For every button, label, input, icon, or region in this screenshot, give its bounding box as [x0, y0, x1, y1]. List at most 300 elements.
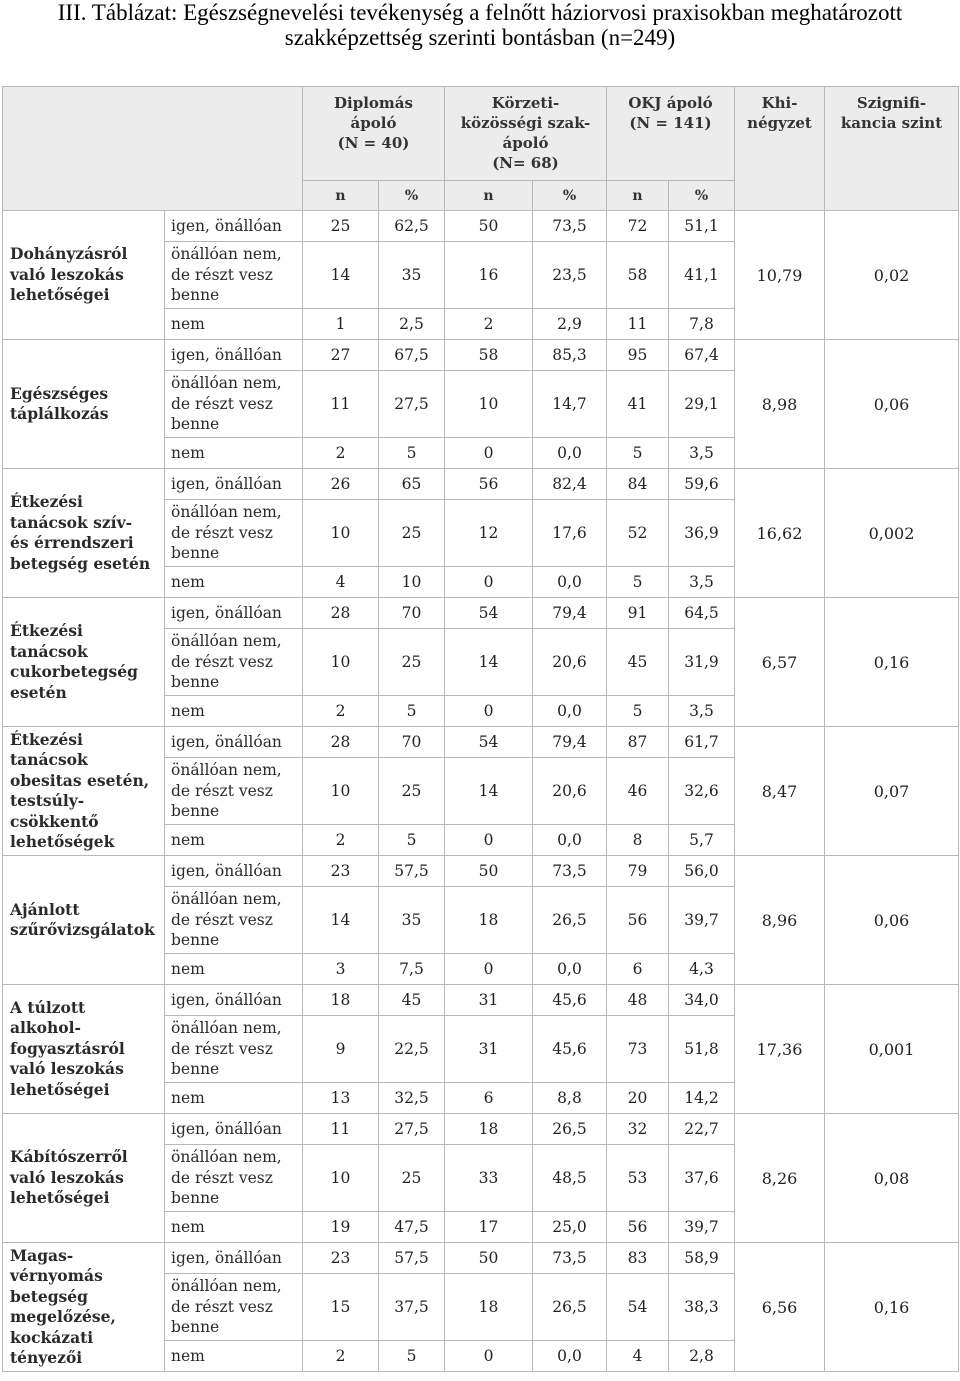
- percent-value-cell: 47,5: [379, 1212, 445, 1243]
- n-value-cell: 2: [303, 438, 379, 469]
- topic-line: Kábítószerről: [10, 1147, 128, 1167]
- n-value-cell: 16: [445, 242, 533, 309]
- significance-value: 0,02: [825, 211, 959, 340]
- topic-line: való leszokás: [10, 264, 124, 284]
- topic-line: lehetőségei: [10, 1188, 110, 1208]
- n-value-cell: 5: [607, 696, 669, 727]
- response-label-line: igen, önállóan: [171, 990, 282, 1009]
- n-value-cell: 10: [303, 758, 379, 825]
- table-row: [3, 1114, 959, 1145]
- topic-cell: [3, 340, 165, 469]
- topic-cell: [3, 469, 165, 598]
- response-label-line: önállóan nem,: [171, 245, 282, 264]
- group-header-line: (N= 68): [492, 154, 559, 172]
- response-label-line: benne: [171, 286, 220, 305]
- n-value-cell: 73: [607, 1016, 669, 1083]
- response-label-line: igen, önállóan: [171, 603, 282, 622]
- n-value-cell: 14: [445, 758, 533, 825]
- response-label-line: igen, önállóan: [171, 345, 282, 364]
- response-label: [165, 629, 303, 696]
- khi-square-value: 6,56: [735, 1243, 825, 1372]
- response-label-line: önállóan nem,: [171, 1148, 282, 1167]
- topic-line: Étkezési: [10, 729, 83, 749]
- table-header: [3, 87, 959, 211]
- percent-value-cell: 22,5: [379, 1016, 445, 1083]
- percent-value-cell: 4,3: [669, 954, 735, 985]
- topic-line: testsúly-: [10, 791, 85, 810]
- khi-square-value: 8,26: [735, 1114, 825, 1243]
- response-label-line: nem: [171, 830, 205, 849]
- response-label: [165, 1243, 303, 1274]
- n-value-cell: 14: [303, 242, 379, 309]
- n-value-cell: 56: [607, 1212, 669, 1243]
- topic-line: tényezői: [10, 1348, 83, 1367]
- topic-line: Dohányzásról: [10, 244, 128, 264]
- percent-value-cell: 62,5: [379, 211, 445, 242]
- percent-value-cell: 17,6: [533, 500, 607, 567]
- topic-line: vérnyomás: [10, 1266, 103, 1285]
- percent-value-cell: 38,3: [669, 1274, 735, 1341]
- n-value-cell: 17: [445, 1212, 533, 1243]
- topic-line: Étkezési: [10, 621, 83, 640]
- percent-value-cell: 2,8: [669, 1341, 735, 1372]
- khi-square-value: 8,47: [735, 727, 825, 856]
- percent-value-cell: 5: [379, 825, 445, 856]
- response-label: [165, 1212, 303, 1243]
- significance-value: 0,06: [825, 856, 959, 985]
- khi-square-value: 8,98: [735, 340, 825, 469]
- percent-value-cell: 67,5: [379, 340, 445, 371]
- percent-value-cell: 70: [379, 727, 445, 758]
- significance-value: 0,001: [825, 985, 959, 1114]
- percent-value-cell: 25: [379, 758, 445, 825]
- percent-value-cell: 45: [379, 985, 445, 1016]
- percent-value-cell: 26,5: [533, 887, 607, 954]
- response-label: [165, 438, 303, 469]
- percent-value-cell: 35: [379, 242, 445, 309]
- n-value-cell: 5: [607, 438, 669, 469]
- topic-line: Egészséges: [10, 383, 109, 403]
- n-value-cell: 6: [445, 1083, 533, 1114]
- caption-line-2: szakképzettség szerinti bontásban (n=249): [284, 25, 676, 50]
- khi-square-value: 16,62: [735, 469, 825, 598]
- percent-value-cell: 41,1: [669, 242, 735, 309]
- response-label: [165, 887, 303, 954]
- n-value-cell: 11: [303, 1114, 379, 1145]
- response-label-line: nem: [171, 314, 205, 333]
- percent-value-cell: 0,0: [533, 1341, 607, 1372]
- table-row: [3, 1243, 959, 1274]
- topic-line: Ajánlott: [10, 899, 80, 919]
- percent-value-cell: 79,4: [533, 727, 607, 758]
- khi-square-value: 17,36: [735, 985, 825, 1114]
- szig-header-line: kancia szint: [840, 114, 943, 132]
- percent-value-cell: 14,2: [669, 1083, 735, 1114]
- percent-value-cell: 35: [379, 887, 445, 954]
- percent-value-cell: 3,5: [669, 696, 735, 727]
- response-label: [165, 954, 303, 985]
- n-column-header: n: [607, 181, 669, 211]
- topic-line: lehetőségek: [10, 832, 115, 851]
- percent-value-cell: 29,1: [669, 371, 735, 438]
- n-value-cell: 9: [303, 1016, 379, 1083]
- n-value-cell: 0: [445, 825, 533, 856]
- khi-header: [735, 87, 825, 211]
- khi-square-value: 10,79: [735, 211, 825, 340]
- percent-value-cell: 0,0: [533, 954, 607, 985]
- percent-value-cell: 14,7: [533, 371, 607, 438]
- percent-value-cell: 8,8: [533, 1083, 607, 1114]
- percent-value-cell: 45,6: [533, 985, 607, 1016]
- response-label-line: benne: [171, 1060, 220, 1079]
- n-value-cell: 33: [445, 1145, 533, 1212]
- n-value-cell: 2: [445, 309, 533, 340]
- topic-cell: [3, 985, 165, 1114]
- significance-value: 0,002: [825, 469, 959, 598]
- header-row: [3, 87, 959, 181]
- topic-line: kockázati: [10, 1327, 94, 1347]
- percent-value-cell: 2,9: [533, 309, 607, 340]
- response-label-line: de részt vesz: [171, 910, 273, 929]
- group-header-line: OKJ ápoló: [628, 94, 713, 112]
- n-value-cell: 23: [303, 1243, 379, 1274]
- topic-line: fogyasztásról: [10, 1038, 125, 1058]
- percent-value-cell: 51,8: [669, 1016, 735, 1083]
- percent-column-header: %: [533, 181, 607, 211]
- n-value-cell: 50: [445, 211, 533, 242]
- n-value-cell: 8: [607, 825, 669, 856]
- percent-value-cell: 22,7: [669, 1114, 735, 1145]
- percent-value-cell: 0,0: [533, 567, 607, 598]
- group-header-line: közösségi szak-: [460, 114, 591, 132]
- topic-cell: [3, 1243, 165, 1372]
- response-label-line: önállóan nem,: [171, 761, 282, 780]
- group-header: [303, 87, 445, 181]
- percent-value-cell: 2,5: [379, 309, 445, 340]
- percent-value-cell: 59,6: [669, 469, 735, 500]
- n-value-cell: 18: [445, 1114, 533, 1145]
- n-value-cell: 0: [445, 696, 533, 727]
- n-value-cell: 58: [445, 340, 533, 371]
- n-value-cell: 2: [303, 696, 379, 727]
- topic-cell: [3, 211, 165, 340]
- topic-line: betegség: [10, 1286, 88, 1306]
- n-value-cell: 10: [445, 371, 533, 438]
- response-label-line: nem: [171, 701, 205, 720]
- n-value-cell: 87: [607, 727, 669, 758]
- response-label-line: igen, önállóan: [171, 732, 282, 751]
- topic-line: esetén: [10, 682, 67, 702]
- n-value-cell: 50: [445, 856, 533, 887]
- response-label: [165, 1114, 303, 1145]
- n-value-cell: 18: [445, 887, 533, 954]
- szig-header-line: Szignifi-: [856, 94, 927, 112]
- n-value-cell: 45: [607, 629, 669, 696]
- response-label-line: nem: [171, 1346, 205, 1365]
- n-value-cell: 0: [445, 438, 533, 469]
- n-value-cell: 3: [303, 954, 379, 985]
- n-value-cell: 15: [303, 1274, 379, 1341]
- n-value-cell: 25: [303, 211, 379, 242]
- percent-value-cell: 0,0: [533, 696, 607, 727]
- response-label: [165, 1341, 303, 1372]
- response-label: [165, 758, 303, 825]
- percent-value-cell: 65: [379, 469, 445, 500]
- percent-column-header: %: [669, 181, 735, 211]
- response-label-line: nem: [171, 1088, 205, 1107]
- topic-line: obesitas esetén,: [10, 770, 150, 790]
- n-value-cell: 0: [445, 954, 533, 985]
- table-row: [3, 340, 959, 371]
- percent-value-cell: 57,5: [379, 856, 445, 887]
- response-label: [165, 309, 303, 340]
- percent-value-cell: 73,5: [533, 856, 607, 887]
- percent-value-cell: 5: [379, 1341, 445, 1372]
- n-value-cell: 53: [607, 1145, 669, 1212]
- topic-line: lehetőségei: [10, 285, 110, 305]
- table-row: [3, 211, 959, 242]
- topic-line: megelőzése,: [10, 1307, 116, 1326]
- topic-line: való leszokás: [10, 1167, 124, 1187]
- percent-value-cell: 67,4: [669, 340, 735, 371]
- table-caption: [0, 0, 960, 50]
- response-label-line: nem: [171, 443, 205, 462]
- topic-line: tanácsok szív-: [10, 512, 133, 532]
- table-row: [3, 598, 959, 629]
- n-value-cell: 28: [303, 598, 379, 629]
- table-body: [3, 211, 959, 1372]
- n-value-cell: 20: [607, 1083, 669, 1114]
- significance-value: 0,16: [825, 1243, 959, 1372]
- topic-line: Étkezési: [10, 492, 83, 511]
- n-value-cell: 54: [445, 598, 533, 629]
- n-value-cell: 2: [303, 1341, 379, 1372]
- percent-value-cell: 25: [379, 500, 445, 567]
- percent-value-cell: 10: [379, 567, 445, 598]
- n-value-cell: 5: [607, 567, 669, 598]
- n-value-cell: 84: [607, 469, 669, 500]
- n-value-cell: 32: [607, 1114, 669, 1145]
- response-label-line: de részt vesz: [171, 781, 273, 800]
- n-value-cell: 41: [607, 371, 669, 438]
- n-value-cell: 0: [445, 1341, 533, 1372]
- percent-value-cell: 73,5: [533, 1243, 607, 1274]
- n-value-cell: 28: [303, 727, 379, 758]
- n-value-cell: 11: [303, 371, 379, 438]
- n-value-cell: 11: [607, 309, 669, 340]
- n-value-cell: 52: [607, 500, 669, 567]
- response-label: [165, 340, 303, 371]
- n-value-cell: 18: [303, 985, 379, 1016]
- topic-line: való leszokás: [10, 1059, 124, 1079]
- percent-value-cell: 27,5: [379, 1114, 445, 1145]
- percent-value-cell: 25: [379, 1145, 445, 1212]
- percent-value-cell: 26,5: [533, 1114, 607, 1145]
- n-value-cell: 2: [303, 825, 379, 856]
- response-label-line: benne: [171, 802, 220, 821]
- response-label-line: de részt vesz: [171, 1168, 273, 1187]
- response-label-line: benne: [171, 1189, 220, 1208]
- topic-line: A túlzott: [10, 997, 86, 1017]
- percent-value-cell: 37,5: [379, 1274, 445, 1341]
- response-label: [165, 696, 303, 727]
- response-label-line: benne: [171, 673, 220, 692]
- topic-cell: [3, 727, 165, 856]
- response-label-line: önállóan nem,: [171, 374, 282, 393]
- group-header-line: ápoló: [350, 114, 397, 132]
- topic-cell: [3, 856, 165, 985]
- n-value-cell: 4: [303, 567, 379, 598]
- group-header: [445, 87, 607, 181]
- n-value-cell: 58: [607, 242, 669, 309]
- response-label: [165, 500, 303, 567]
- group-header-line: Körzeti-: [491, 94, 560, 112]
- response-label-line: benne: [171, 544, 220, 563]
- khi-square-value: 6,57: [735, 598, 825, 727]
- percent-value-cell: 20,6: [533, 629, 607, 696]
- n-value-cell: 56: [607, 887, 669, 954]
- percent-value-cell: 32,5: [379, 1083, 445, 1114]
- header-corner: [3, 87, 303, 211]
- response-label-line: benne: [171, 1318, 220, 1337]
- response-label-line: igen, önállóan: [171, 474, 282, 493]
- response-label: [165, 825, 303, 856]
- percent-value-cell: 73,5: [533, 211, 607, 242]
- percent-value-cell: 0,0: [533, 438, 607, 469]
- percent-value-cell: 34,0: [669, 985, 735, 1016]
- response-label-line: de részt vesz: [171, 1039, 273, 1058]
- percent-value-cell: 39,7: [669, 1212, 735, 1243]
- response-label: [165, 1145, 303, 1212]
- response-label-line: nem: [171, 959, 205, 978]
- percent-value-cell: 48,5: [533, 1145, 607, 1212]
- response-label-line: benne: [171, 931, 220, 950]
- percent-value-cell: 25: [379, 629, 445, 696]
- topic-line: csökkentő: [10, 811, 99, 831]
- table-row: [3, 469, 959, 500]
- percent-value-cell: 5,7: [669, 825, 735, 856]
- n-column-header: n: [445, 181, 533, 211]
- n-value-cell: 31: [445, 1016, 533, 1083]
- percent-value-cell: 20,6: [533, 758, 607, 825]
- significance-value: 0,06: [825, 340, 959, 469]
- group-header-line: (N = 40): [337, 134, 410, 152]
- n-value-cell: 14: [445, 629, 533, 696]
- n-value-cell: 1: [303, 309, 379, 340]
- topic-line: cukorbetegség: [10, 662, 138, 681]
- caption-line-1: III. Táblázat: Egészségnevelési tevékenység a felnőtt háziorvosi praxisokban meghatározott: [57, 0, 903, 25]
- percent-value-cell: 57,5: [379, 1243, 445, 1274]
- n-value-cell: 72: [607, 211, 669, 242]
- n-value-cell: 91: [607, 598, 669, 629]
- n-value-cell: 6: [607, 954, 669, 985]
- topic-line: betegség esetén: [10, 553, 151, 573]
- percent-value-cell: 7,5: [379, 954, 445, 985]
- khi-header-line: négyzet: [747, 114, 812, 132]
- response-label: [165, 211, 303, 242]
- n-value-cell: 48: [607, 985, 669, 1016]
- response-label: [165, 1083, 303, 1114]
- response-label: [165, 469, 303, 500]
- topic-line: alkohol-: [10, 1018, 81, 1038]
- n-value-cell: 10: [303, 1145, 379, 1212]
- response-label: [165, 567, 303, 598]
- group-header-line: (N = 141): [629, 114, 712, 132]
- n-value-cell: 10: [303, 500, 379, 567]
- response-label-line: de részt vesz: [171, 523, 273, 542]
- n-value-cell: 18: [445, 1274, 533, 1341]
- topic-line: szűrővizsgálatok: [10, 920, 155, 939]
- topic-cell: [3, 598, 165, 727]
- response-label-line: önállóan nem,: [171, 1019, 282, 1038]
- response-label: [165, 985, 303, 1016]
- percent-value-cell: 23,5: [533, 242, 607, 309]
- group-header: [607, 87, 735, 181]
- percent-value-cell: 7,8: [669, 309, 735, 340]
- n-value-cell: 12: [445, 500, 533, 567]
- percent-value-cell: 26,5: [533, 1274, 607, 1341]
- response-label-line: önállóan nem,: [171, 1277, 282, 1296]
- n-value-cell: 23: [303, 856, 379, 887]
- percent-value-cell: 51,1: [669, 211, 735, 242]
- percent-value-cell: 82,4: [533, 469, 607, 500]
- response-label: [165, 727, 303, 758]
- response-label-line: benne: [171, 415, 220, 434]
- n-value-cell: 0: [445, 567, 533, 598]
- n-value-cell: 4: [607, 1341, 669, 1372]
- topic-line: Magas-: [10, 1245, 74, 1265]
- group-header-line: ápoló: [502, 134, 549, 152]
- n-value-cell: 14: [303, 887, 379, 954]
- n-value-cell: 79: [607, 856, 669, 887]
- table-row: [3, 985, 959, 1016]
- response-label-line: nem: [171, 1217, 205, 1236]
- percent-value-cell: 45,6: [533, 1016, 607, 1083]
- n-value-cell: 46: [607, 758, 669, 825]
- khi-square-value: 8,96: [735, 856, 825, 985]
- n-value-cell: 54: [607, 1274, 669, 1341]
- n-value-cell: 95: [607, 340, 669, 371]
- n-value-cell: 31: [445, 985, 533, 1016]
- response-label-line: de részt vesz: [171, 652, 273, 671]
- response-label: [165, 856, 303, 887]
- n-column-header: n: [303, 181, 379, 211]
- percent-value-cell: 5: [379, 696, 445, 727]
- topic-line: lehetőségei: [10, 1079, 110, 1099]
- topic-line: és érrendszeri: [10, 533, 134, 552]
- n-value-cell: 10: [303, 629, 379, 696]
- response-label-line: igen, önállóan: [171, 216, 282, 235]
- response-label: [165, 598, 303, 629]
- n-value-cell: 27: [303, 340, 379, 371]
- group-header-line: Diplomás: [334, 94, 413, 112]
- response-label-line: önállóan nem,: [171, 890, 282, 909]
- table-row: [3, 727, 959, 758]
- significance-value: 0,07: [825, 727, 959, 856]
- n-value-cell: 50: [445, 1243, 533, 1274]
- response-label-line: de részt vesz: [171, 394, 273, 413]
- topic-line: táplálkozás: [10, 404, 109, 423]
- percent-value-cell: 37,6: [669, 1145, 735, 1212]
- percent-value-cell: 79,4: [533, 598, 607, 629]
- percent-value-cell: 25,0: [533, 1212, 607, 1243]
- percent-value-cell: 3,5: [669, 438, 735, 469]
- percent-value-cell: 0,0: [533, 825, 607, 856]
- szig-header: [825, 87, 959, 211]
- percent-value-cell: 3,5: [669, 567, 735, 598]
- n-value-cell: 56: [445, 469, 533, 500]
- response-label-line: önállóan nem,: [171, 632, 282, 651]
